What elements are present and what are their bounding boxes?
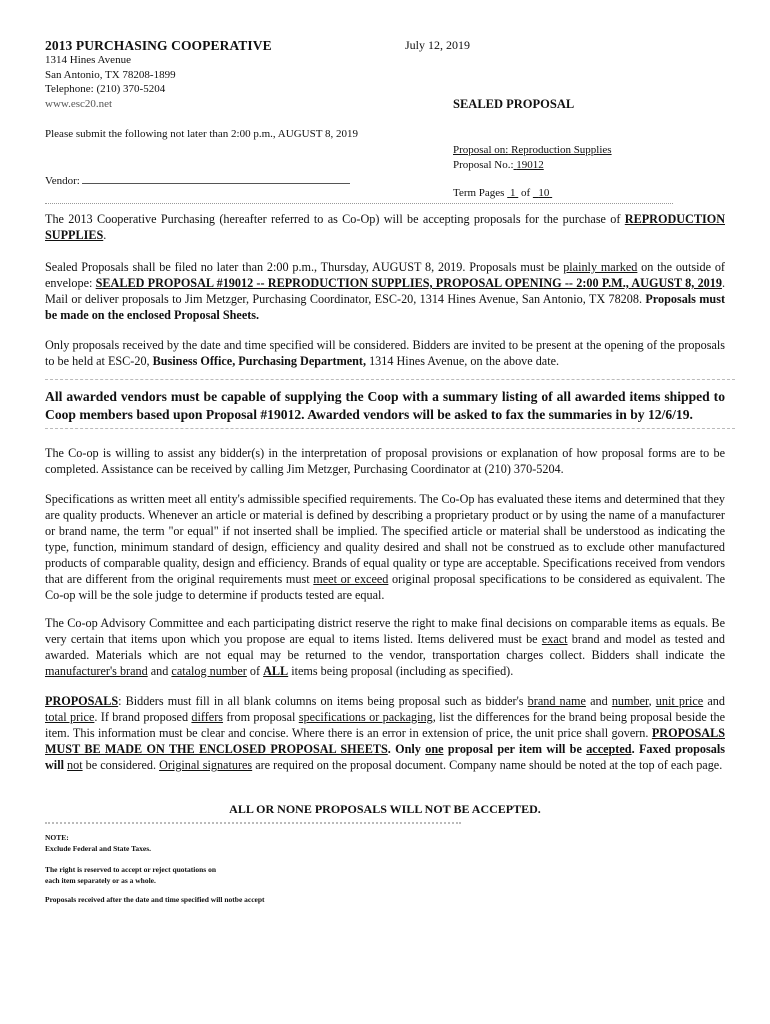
note-label: NOTE: <box>45 833 69 842</box>
sealed-proposal-title: SEALED PROPOSAL <box>453 97 575 111</box>
note-taxes: Exclude Federal and State Taxes. <box>45 843 152 853</box>
proposal-on-label: Proposal on: <box>453 144 509 156</box>
term-pages-total: 10 <box>538 187 550 199</box>
specifications-paragraph: Specifications as written meet all entity's admissible specified requirements. The Co-Op has evaluated these items and determined that they are quality products. Whenever an article or material is defined by describing a proprietary product or by using the name of a manufacturer or brand name, the term "or equal" if not inserted shall be implied. The specified article or material shall be understood as indicating the type, function, minimum standard of design, efficiency and quality desired and shall not be construed as to exclude other manufactured products of comparable quality, design and efficiency. Brands of equal quality or type are acceptable. Specifications received from vendors that are different from the original requirements must meet or exceed original proposal specifications to be considered as equivalent. The Co-op will be the sole judge to determine if products tested are equal. <box>45 492 725 602</box>
address-line-2: San Antonio, TX 78208-1899 <box>45 68 176 81</box>
proposal-no-value: 19012 <box>516 159 544 171</box>
document-date: July 12, 2019 <box>405 38 471 52</box>
organization-address <box>45 53 176 111</box>
proposal-no-label: Proposal No.: <box>453 159 514 171</box>
all-or-none-notice: ALL OR NONE PROPOSALS WILL NOT BE ACCEPTED. <box>229 802 541 816</box>
awarded-vendors-notice: All awarded vendors must be capable of supplying the Coop with a summary listing of all awarded items shipped to Coop members based upon Proposal #19012. Awarded vendors will be asked to fax the summaries in by 12/6/19. <box>45 389 725 422</box>
advisory-committee-paragraph: The Co-op Advisory Committee and each participating district reserve the right to make final decisions on comparable items as equals. Be very certain that items upon which you propose are equal to items listed. Items delivered must be exact brand and model as tested and awarded. Materials which are not equal may be returned to the vendor, transportation charges collect. Bidders shall indicate the manufacturer's brand and catalog number of ALL items being proposal (including as specified). <box>45 616 725 678</box>
proposal-on-value: Reproduction Supplies <box>511 144 612 156</box>
proposals-paragraph: PROPOSALS: Bidders must fill in all blank columns on items being proposal such as bidder's brand name and number, unit price and total price. If brand proposed differs from proposal specifications or packaging, list the differences for the brand being proposal beside the item. This information must be clear and concise. Where there is an error in extension of price, the unit price shall govern. PROPOSALS MUST BE MADE ON THE ENCLOSED PROPOSAL SHEETS. Only one proposal per item will be accepted. Faxed proposals will not be considered. Original signatures are required on the proposal document. Company name should be noted at the top of each page. <box>45 694 725 772</box>
notice-divider-top <box>45 379 735 380</box>
term-pages <box>453 186 552 201</box>
vendor-label: Vendor: <box>45 175 80 187</box>
assistance-paragraph: The Co-op is willing to assist any bidder(s) in the interpretation of proposal provisions or explanation of how proposal forms are to be completed. Assistance can be received by calling Jim Metzger, Purchasing Coordinator at (210) 370-5204. <box>45 446 725 476</box>
header-divider <box>45 203 673 204</box>
note-late-proposals: Proposals received after the date and time specified will notbe accept <box>45 895 265 904</box>
submit-deadline: Please submit the following not later than 2:00 p.m., AUGUST 8, 2019 <box>45 128 358 140</box>
proposal-number <box>453 158 612 173</box>
intro-paragraph: The 2013 Cooperative Purchasing (hereafter referred to as Co-Op) will be accepting proposals for the purchase of REPRODUCTION SUPPLIES. <box>45 212 725 242</box>
address-line-1: 1314 Hines Avenue <box>45 54 131 66</box>
organization-name: 2013 PURCHASING COOPERATIVE <box>45 38 272 53</box>
proposal-meta <box>453 143 612 173</box>
notes-block <box>45 833 151 854</box>
vendor-input-line[interactable] <box>82 173 350 184</box>
note-rights: The right is reserved to accept or reject quotations on each item separately or as a whole. <box>45 865 217 885</box>
term-pages-current: 1 <box>509 187 516 199</box>
opening-paragraph: Only proposals received by the date and time specified will be considered. Bidders are invited to be present at the opening of the proposals to be held at ESC-20, Business Office, Purchasing Department, 1314 Hines Avenue, on the above date. <box>45 338 725 368</box>
notice-divider-bottom <box>45 428 735 429</box>
term-pages-label: Term Pages <box>453 187 505 199</box>
term-pages-of: of <box>520 187 531 199</box>
footer-divider <box>45 822 461 824</box>
vendor-field <box>45 173 350 187</box>
sealed-proposal-paragraph: Sealed Proposals shall be filed no later than 2:00 p.m., Thursday, AUGUST 8, 2019. Proposals must be plainly marked on the outside of envelope: SEALED PROPOSAL #19012 -- REPRODUCTION SUPPLIES, PROPOSAL OPENING -- 2:00 P.M., AUGUST 8, 2019. Mail or deliver proposals to Jim Metzger, Purchasing Coordinator, ESC-20, 1314 Hines Avenue, San Antonio, TX 78208. Proposals must be made on the enclosed Proposal Sheets. <box>45 260 725 322</box>
website-link[interactable]: www.esc20.net <box>45 97 113 110</box>
proposal-on <box>453 143 612 158</box>
telephone: Telephone: (210) 370-5204 <box>45 83 166 95</box>
